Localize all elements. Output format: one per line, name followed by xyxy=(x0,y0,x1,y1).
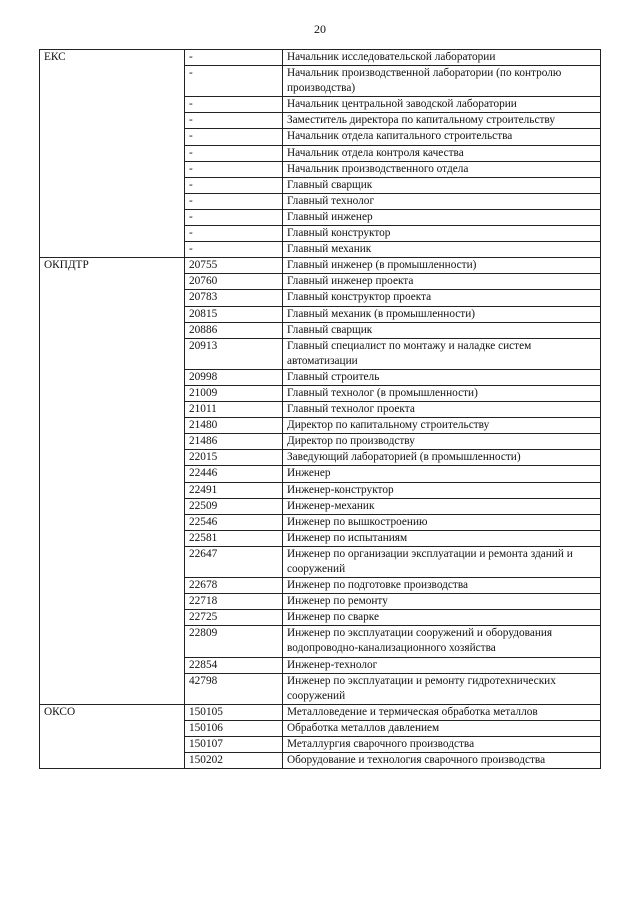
code-cell: 150106 xyxy=(185,720,283,736)
title-cell: Начальник отдела капитального строительства xyxy=(283,129,601,145)
title-cell: Инженер-механик xyxy=(283,498,601,514)
title-cell: Начальник исследовательской лаборатории xyxy=(283,50,601,66)
title-cell: Инженер по организации эксплуатации и ремонта зданий и сооружений xyxy=(283,546,601,577)
title-cell: Инженер по эксплуатации сооружений и оборудования водопроводно-канализационного хозяйства xyxy=(283,626,601,657)
code-cell: - xyxy=(185,50,283,66)
classifier-name-cell: ОКПДТР xyxy=(40,258,185,705)
code-cell: - xyxy=(185,66,283,97)
code-cell: 20783 xyxy=(185,290,283,306)
title-cell: Главный сварщик xyxy=(283,322,601,338)
title-cell: Заведующий лабораторией (в промышленности) xyxy=(283,450,601,466)
code-cell: 22678 xyxy=(185,578,283,594)
title-cell: Главный строитель xyxy=(283,369,601,385)
title-cell: Металлургия сварочного производства xyxy=(283,737,601,753)
title-cell: Главный механик xyxy=(283,242,601,258)
title-cell: Начальник отдела контроля качества xyxy=(283,145,601,161)
title-cell: Инженер по эксплуатации и ремонту гидротехнических сооружений xyxy=(283,673,601,704)
title-cell: Обработка металлов давлением xyxy=(283,720,601,736)
code-cell: 21009 xyxy=(185,385,283,401)
code-cell: 22647 xyxy=(185,546,283,577)
code-cell: 22491 xyxy=(185,482,283,498)
title-cell: Инженер по сварке xyxy=(283,610,601,626)
code-cell: 22854 xyxy=(185,657,283,673)
title-cell: Начальник производственной лаборатории (по контролю производства) xyxy=(283,66,601,97)
title-cell: Инженер по испытаниям xyxy=(283,530,601,546)
code-cell: - xyxy=(185,161,283,177)
table-row xyxy=(40,258,601,274)
title-cell: Директор по производству xyxy=(283,434,601,450)
code-cell: - xyxy=(185,226,283,242)
code-cell: - xyxy=(185,113,283,129)
title-cell: Заместитель директора по капитальному строительству xyxy=(283,113,601,129)
title-cell: Главный инженер (в промышленности) xyxy=(283,258,601,274)
title-cell: Инженер по ремонту xyxy=(283,594,601,610)
title-cell: Инженер по подготовке производства xyxy=(283,578,601,594)
title-cell: Инженер-конструктор xyxy=(283,482,601,498)
title-cell: Главный механик (в промышленности) xyxy=(283,306,601,322)
code-cell: 22809 xyxy=(185,626,283,657)
code-cell: - xyxy=(185,145,283,161)
table-row xyxy=(40,704,601,720)
code-cell: 22446 xyxy=(185,466,283,482)
code-cell: - xyxy=(185,129,283,145)
title-cell: Оборудование и технология сварочного производства xyxy=(283,753,601,769)
code-cell: 20913 xyxy=(185,338,283,369)
classification-table xyxy=(39,49,601,769)
code-cell: 21011 xyxy=(185,402,283,418)
classifier-name-cell: ОКСО xyxy=(40,704,185,768)
code-cell: - xyxy=(185,97,283,113)
title-cell: Главный конструктор проекта xyxy=(283,290,601,306)
page-number: 20 xyxy=(314,22,326,36)
title-cell: Главный сварщик xyxy=(283,177,601,193)
title-cell: Главный технолог проекта xyxy=(283,402,601,418)
title-cell: Главный конструктор xyxy=(283,226,601,242)
code-cell: - xyxy=(185,193,283,209)
table-body xyxy=(40,50,601,769)
code-cell: 42798 xyxy=(185,673,283,704)
title-cell: Главный технолог xyxy=(283,193,601,209)
code-cell: 150202 xyxy=(185,753,283,769)
title-cell: Главный инженер проекта xyxy=(283,274,601,290)
title-cell: Инженер по вышкостроению xyxy=(283,514,601,530)
classifier-name-cell: ЕКС xyxy=(40,50,185,258)
table-row xyxy=(40,50,601,66)
code-cell: 20755 xyxy=(185,258,283,274)
title-cell: Главный технолог (в промышленности) xyxy=(283,385,601,401)
title-cell: Инженер xyxy=(283,466,601,482)
title-cell: Инженер-технолог xyxy=(283,657,601,673)
title-cell: Начальник центральной заводской лаборатории xyxy=(283,97,601,113)
code-cell: 21486 xyxy=(185,434,283,450)
title-cell: Директор по капитальному строительству xyxy=(283,418,601,434)
title-cell: Главный инженер xyxy=(283,209,601,225)
title-cell: Металловедение и термическая обработка металлов xyxy=(283,704,601,720)
code-cell: 20815 xyxy=(185,306,283,322)
code-cell: - xyxy=(185,242,283,258)
code-cell: 20760 xyxy=(185,274,283,290)
code-cell: 22509 xyxy=(185,498,283,514)
code-cell: 20886 xyxy=(185,322,283,338)
code-cell: 150105 xyxy=(185,704,283,720)
code-cell: 20998 xyxy=(185,369,283,385)
title-cell: Главный специалист по монтажу и наладке систем автоматизации xyxy=(283,338,601,369)
code-cell: 150107 xyxy=(185,737,283,753)
code-cell: 21480 xyxy=(185,418,283,434)
title-cell: Начальник производственного отдела xyxy=(283,161,601,177)
code-cell: 22581 xyxy=(185,530,283,546)
code-cell: - xyxy=(185,209,283,225)
code-cell: 22718 xyxy=(185,594,283,610)
code-cell: 22725 xyxy=(185,610,283,626)
code-cell: 22546 xyxy=(185,514,283,530)
code-cell: 22015 xyxy=(185,450,283,466)
code-cell: - xyxy=(185,177,283,193)
